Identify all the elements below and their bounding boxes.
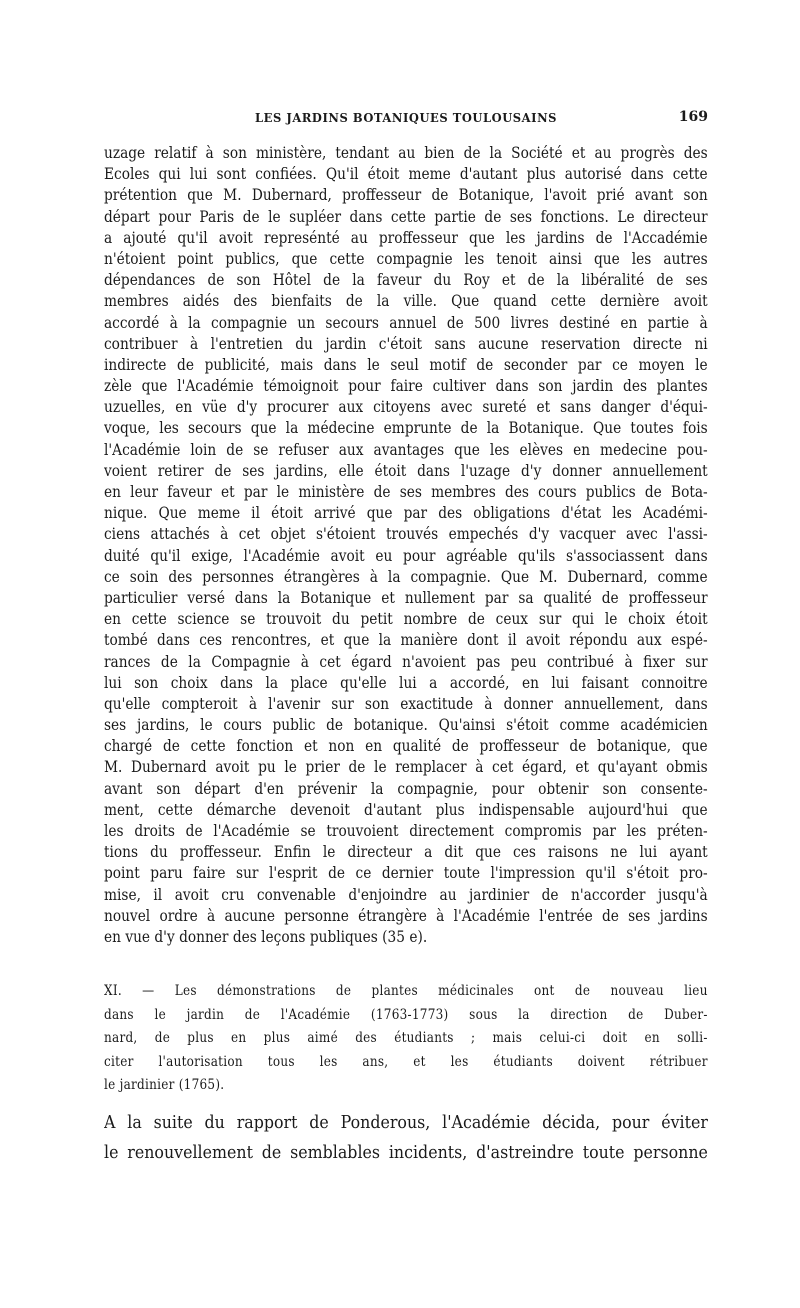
text-line: Ecoles qui lui sont confiées. Qu'il étoit meme d'autant plus autorisé dans cette [104, 165, 708, 184]
text-line: duité qu'il exige, l'Académie avoit eu pour agréable qu'ils s'associassent dans [104, 546, 708, 565]
text-line: avant son départ d'en prévenir la compagnie, pour obtenir son consente- [104, 779, 708, 798]
text-line: dépendances de son Hôtel de la faveur du Roy et de la libéralité de ses [104, 271, 708, 290]
text-line: nique. Que meme il étoit arrivé que par des obligations d'état les Académi- [104, 504, 708, 523]
text-line: a ajouté qu'il avoit represénté au proffesseur que les jardins de l'Accadémie [104, 228, 708, 247]
text-line: qu'elle compteroit à l'avenir sur son exactitude à donner annuellement, dans [104, 694, 708, 713]
text-line: en vue d'y donner des leçons publiques (35 e). [104, 927, 428, 946]
text-line: dans le jardin de l'Académie (1763-1773) sous la direction de Duber- [104, 1006, 708, 1023]
section-heading [104, 980, 708, 1098]
text-line: l'Académie loin de se refuser aux avantages que les elèves en medecine pou- [104, 440, 708, 459]
text-line: citer l'autorisation tous les ans, et les étudiants doivent rétribuer [104, 1053, 708, 1070]
text-line: tombé dans ces rencontres, et que la manière dont il avoit répondu aux espé- [104, 631, 708, 650]
text-line: contribuer à l'entretien du jardin c'étoit sans aucune reservation directe ni [104, 334, 708, 353]
text-line: particulier versé dans la Botanique et nullement par sa qualité de proffesseur [104, 588, 708, 607]
body-paragraph [104, 143, 708, 948]
page-number: 169 [678, 109, 708, 125]
text-line: en cette science se trouvoit du petit nombre de ceux sur qui le choix étoit [104, 610, 708, 629]
text-line: uzuelles, en vüe d'y procurer aux citoyens avec sureté et sans danger d'équi- [104, 398, 708, 417]
text-line: les droits de l'Académie se trouvoient directement compromis par les préten- [104, 822, 708, 840]
text-line: en leur faveur et par le ministère de ses membres des cours publics de Bota- [104, 483, 708, 501]
text-line: uzage relatif à son ministère, tendant au bien de la Société et au progrès des [104, 144, 708, 162]
text-line: rances de la Compagnie à cet égard n'avoient pas peu contribué à fixer sur [104, 652, 708, 671]
text-line: mise, il avoit cru convenable d'enjoindre au jardinier de n'accorder jusqu'à [104, 885, 708, 904]
text-line: membres aidés des bienfaits de la ville. Que quand cette dernière avoit [104, 292, 708, 311]
text-line: le renouvellement de semblables incidents, d'astreindre toute personne [104, 1143, 708, 1163]
running-title: LES JARDINS BOTANIQUES TOULOUSAINS [254, 110, 557, 125]
text-line: voque, les secours que la médecine emprunte de la Botanique. Que toutes fois [104, 419, 708, 438]
body-paragraph-2 [104, 1108, 708, 1168]
text-line: ce soin des personnes étrangères à la compagnie. Que M. Dubernard, comme [104, 567, 708, 586]
text-line: XI. — Les démonstrations de plantes médicinales ont de nouveau lieu [104, 983, 708, 999]
text-line: point paru faire sur l'esprit de ce dernier toute l'impression qu'il s'étoit pro- [104, 864, 708, 883]
text-line: accordé à la compagnie un secours annuel de 500 livres destiné en partie à [104, 313, 708, 332]
text-line: ses jardins, le cours public de botanique. Qu'ainsi s'étoit comme académicien [104, 716, 708, 735]
text-line: nouvel ordre à aucune personne étrangère à l'Académie l'entrée de ses jardins [104, 906, 708, 925]
text-line: tions du proffesseur. Enfin le directeur a dit que ces raisons ne lui ayant [104, 843, 708, 862]
text-line: n'étoient point publics, que cette compagnie les tenoit ainsi que les autres [104, 249, 708, 268]
text-line: chargé de cette fonction et non en qualité de proffesseur de botanique, que [104, 737, 708, 756]
text-line: indirecte de publicité, mais dans le seul motif de seconder par ce moyen le [104, 355, 708, 374]
text-line: départ pour Paris de le supléer dans cette partie de ses fonctions. Le directeur [104, 207, 708, 226]
text-line: ciens attachés à cet objet s'étoient trouvés empechés d'y vacquer avec l'assi- [104, 525, 708, 544]
running-header [104, 108, 708, 132]
text-line: M. Dubernard avoit pu le prier de le remplacer à cet égard, et qu'ayant obmis [104, 758, 708, 777]
text-line: voient retirer de ses jardins, elle étoit dans l'uzage d'y donner annuellement [104, 461, 708, 480]
text-line: A la suite du rapport de Ponderous, l'Académie décida, pour éviter [104, 1113, 708, 1133]
text-line: ment, cette démarche devenoit d'autant plus indispensable aujourd'hui que [104, 800, 708, 819]
text-line: le jardinier (1765). [104, 1077, 225, 1093]
text-line: nard, de plus en plus aimé des étudiants ; mais celui-ci doit en solli- [104, 1030, 708, 1046]
text-line: prétention que M. Dubernard, proffesseur de Botanique, l'avoit prié avant son [104, 186, 708, 205]
text-line: zèle que l'Académie témoignoit pour faire cultiver dans son jardin des plantes [104, 377, 708, 396]
text-line: lui son choix dans la place qu'elle lui a accordé, en lui faisant connoitre [104, 673, 708, 692]
